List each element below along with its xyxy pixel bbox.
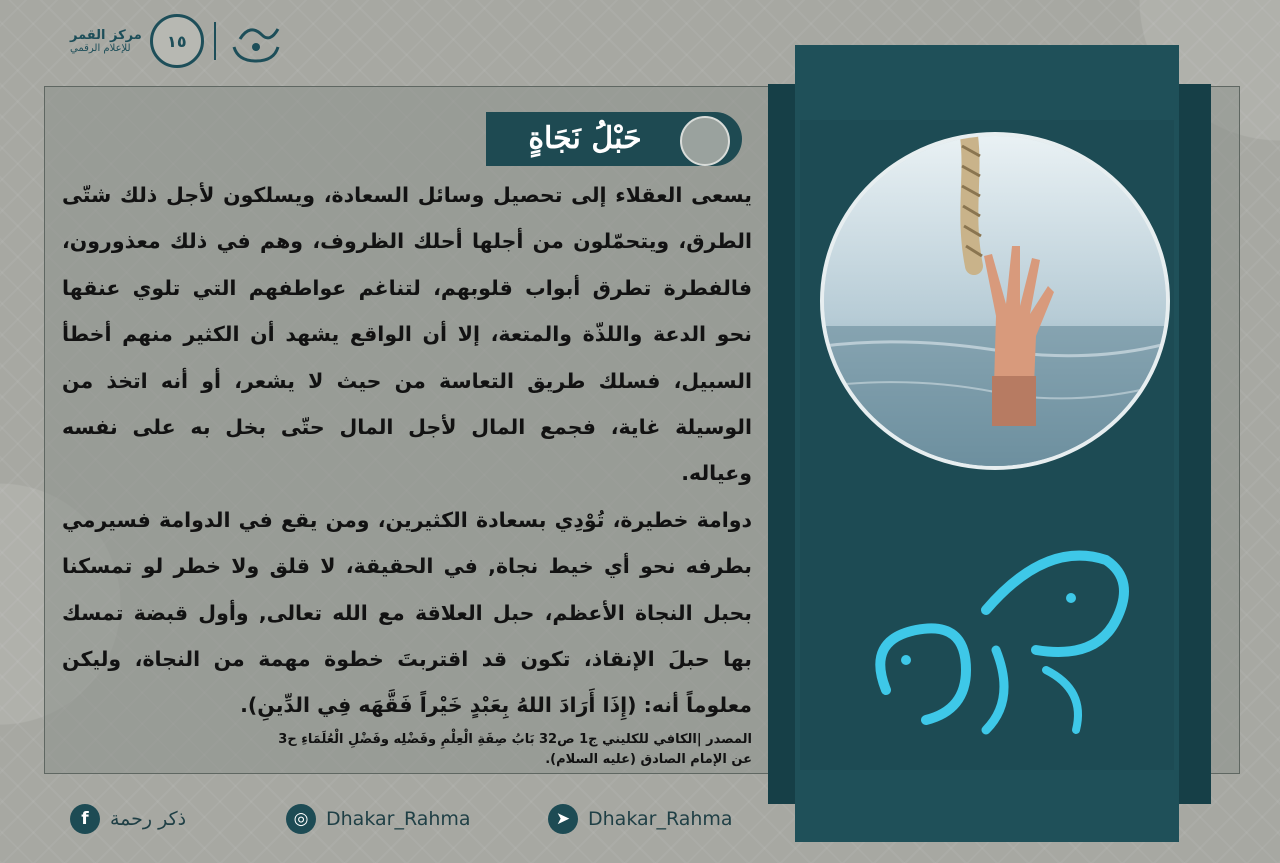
telegram-handle: Dhakar_Rahma — [588, 808, 733, 830]
instagram-handle: Dhakar_Rahma — [326, 808, 471, 830]
article-body — [62, 172, 752, 729]
source-citation — [62, 730, 752, 770]
telegram-icon: ➤ — [548, 804, 578, 834]
body-paragraph-1: يسعى العقلاء إلى تحصيل وسائل السعادة، ويسلكون لأجل ذلك شتّى الطرق، ويتحمّلون من أجلها أحلك الظروف، وهم في ذلك معذورون، فالفطرة تطرق أبواب قلوبهم، لتناغم عواطفهم التي تلوي عنقها نحو الدعة واللذّة والمتعة، إلا أن الواقع يشهد أن الكثير منهم أخطأ السبيل، فسلك طريق التعاسة من حيث لا يشعر، أو أنه اتخذ من الوسيلة غاية، فجمع المال لأجل المال حتّى بخل به على نفسه وعياله. — [62, 183, 752, 486]
seal-text: ١٥ — [167, 31, 187, 51]
center-name — [70, 28, 142, 54]
dhakar-rahma-logo — [226, 17, 286, 65]
instagram-icon: ◎ — [286, 804, 316, 834]
title-circle-decoration — [680, 116, 736, 162]
center-name-line1: مركز القمر — [70, 28, 142, 43]
logo-divider — [214, 22, 216, 60]
card-side-right — [1175, 84, 1211, 804]
body-paragraph-2: دوامة خطيرة، تُوْدِي بسعادة الكثيرين، ومن يقع في الدوامة فسيرمي بطرفه نحو أي خيط نجاة, في الحقيقة، لا قلق ولا خطر لو تمسكنا بحبل النجاة الأعظم، حبل العلاقة مع الله تعالى, وأول قبضة تمسك بها حبلَ الإنقاذ، تكون قد اقتربتَ خطوة مهمة من النجاة، وليكن معلوماً أنه: (إِذَا أَرَادَ اللهُ بِعَبْدٍ خَيْراً فَقَّهَه فِي الدِّينِ). — [62, 507, 752, 718]
instagram-link[interactable] — [286, 804, 471, 834]
facebook-handle: ذكر رحمة — [110, 808, 187, 830]
hand-reaching-rope-photo — [820, 132, 1170, 470]
center-name-line2: للإعلام الرقمي — [70, 43, 131, 54]
center-seal-logo — [150, 14, 204, 68]
center-logo — [70, 14, 204, 68]
source-line-1: المصدر |الكافي للكليني ج1 ص32 بَابُ صِفَةِ الْعِلْمِ وفَضْلِه وفَضْلِ الْعُلَمَاءِ ح3 — [278, 732, 752, 747]
facebook-link[interactable] — [70, 804, 186, 834]
page-title: حَبْلُ نَجَاةٍ — [528, 121, 642, 156]
footer — [0, 804, 1280, 844]
facebook-icon: f — [70, 804, 100, 834]
header-logos — [70, 14, 286, 68]
source-line-2: عن الإمام الصادق (عليه السلام). — [545, 752, 752, 767]
dhakar-rahma-calligraphy-logo — [846, 520, 1146, 750]
telegram-link[interactable] — [548, 804, 733, 834]
